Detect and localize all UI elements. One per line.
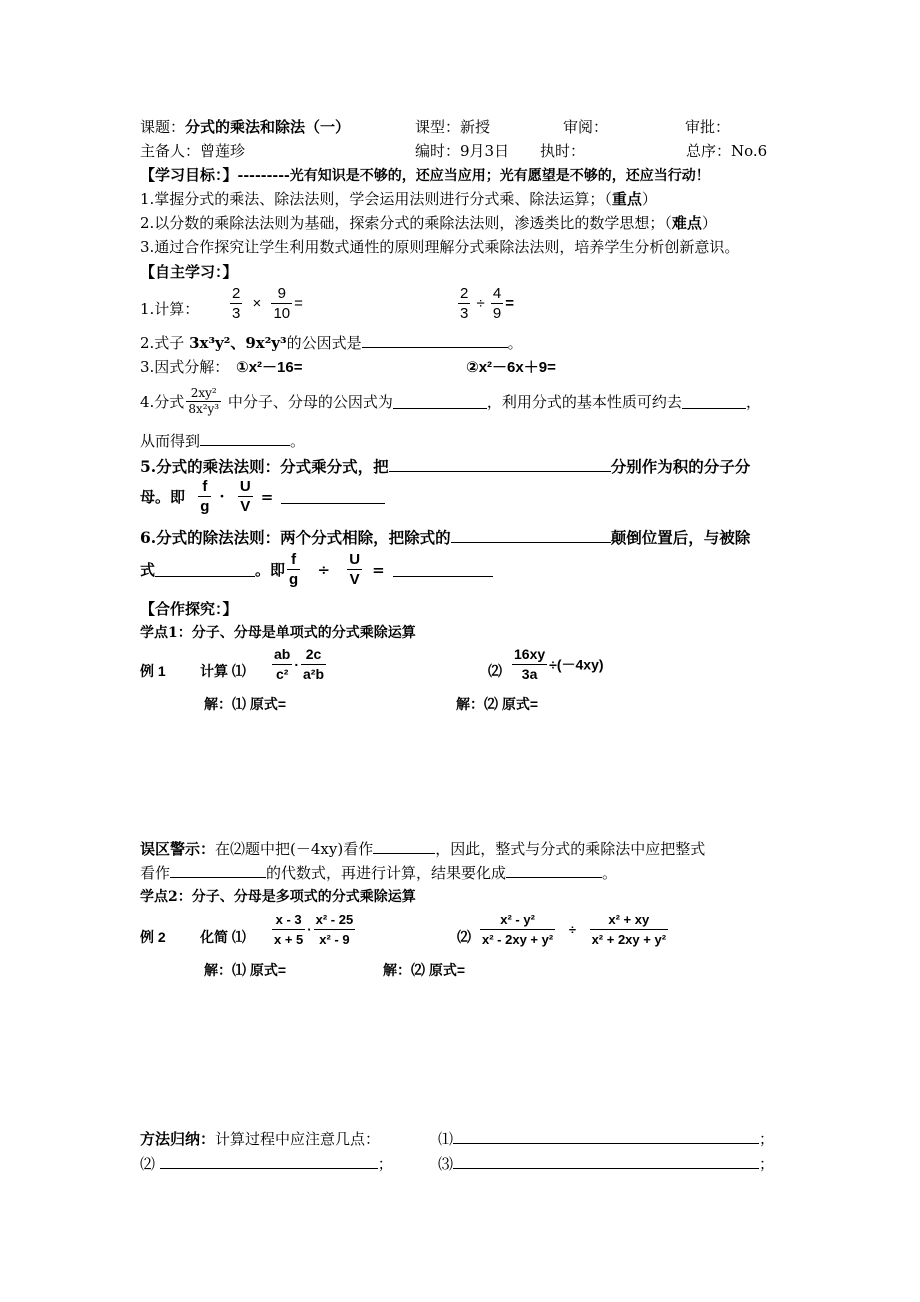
fraction: $\frac{ab}{\text{c²}}$	[274, 646, 291, 682]
q3a: ①x²－16=	[236, 359, 303, 376]
method-blank-2[interactable]	[160, 1155, 378, 1169]
example-1-label: 例 1	[140, 663, 166, 679]
objective-3: 3.通过合作探究让学生利用数式通性的原则理解分式乘除法法则，培养学生分析创新意识。	[140, 238, 740, 256]
topic-label: 课题：	[140, 118, 186, 136]
solution-1a: 解：⑴ 原式=	[204, 696, 287, 712]
review-field: 审阅：	[563, 118, 609, 136]
q1a-expression: $\frac{2}{3}$ × $\frac{9}{10}$ =	[232, 285, 303, 322]
fraction: $\frac{U}{V}$	[239, 478, 251, 515]
objective-1-end: ）	[641, 190, 657, 208]
q2-answer-blank[interactable]	[362, 334, 508, 348]
q5-result-blank[interactable]	[281, 490, 385, 504]
method-blank-1[interactable]	[453, 1130, 759, 1144]
fraction: $\frac{9}{10}$	[273, 285, 291, 322]
fraction: $\frac{16xy}{3a}$	[514, 646, 546, 682]
point-1: 学点1：分子、分母是单项式的分式乘除运算	[140, 625, 416, 641]
q6-line1: 6.分式的除法法则：两个分式相除，把除式的 颠倒位置后，与被除	[140, 528, 751, 547]
q6-blank[interactable]	[451, 529, 611, 543]
topic-title: 分式的乘法和除法（一）	[185, 118, 351, 136]
objective-1	[140, 188, 657, 209]
q4: 4.分式 $\frac{\text{2xy²}}{\text{8x²y³}}$ 中分子、分母的公因式为 ，利用分式的基本性质可约去 ，	[140, 386, 761, 416]
q4-blank-2[interactable]	[682, 395, 746, 409]
warning-blank-3[interactable]	[506, 864, 602, 878]
preparer: 主备人：曾莲珍	[140, 142, 246, 160]
warning-blank-2[interactable]	[170, 864, 266, 878]
objectives-line	[140, 164, 710, 185]
q1b-expression: $\frac{2}{3}$ ÷ $\frac{4}{9}$ =	[460, 285, 515, 322]
objective-2-key: 难点	[671, 214, 702, 232]
q6-blank-2[interactable]	[155, 563, 255, 577]
q2: 2.式子 3x³y²、9x²y³的公因式是 。	[140, 334, 523, 352]
lesson-type: 课型：新授	[415, 118, 491, 136]
fraction: $\frac{\text{x² + xy}}{\text{x² + 2xy + y²}}$	[591, 912, 667, 947]
example-2b-label: ⑵	[457, 929, 471, 945]
q4-line2: 从而得到 。	[140, 432, 306, 450]
example-1a-expression: $\frac{ab}{\text{c²}}$ · $\frac{2c}{\text{a²b}}$	[274, 646, 325, 682]
fraction: $\frac{\text{2xy²}}{\text{8x²y³}}$	[188, 386, 220, 416]
fraction: $\frac{f}{g}$	[289, 551, 299, 588]
example-2b-expression: $\frac{\text{x² - y²}}{\text{x² - 2xy + y²}}$ ÷ $\frac{\text{x² + xy}}{\text{x² + 2xy + y²}}$	[482, 912, 667, 947]
method-item-3: ⑶ ；	[438, 1155, 775, 1173]
example-1b-expression: $\frac{16xy}{3a}$ ÷(－4xy)	[514, 646, 604, 682]
fraction: $\frac{2}{3}$	[232, 285, 241, 322]
q5-line2: 母。即 $\frac{f}{g}$ · $\frac{U}{V}$ =	[140, 477, 385, 516]
q6-result-blank[interactable]	[393, 563, 493, 577]
method-item-1: ⑴ ；	[438, 1130, 775, 1148]
fraction: $\frac{2c}{\text{a²b}}$	[303, 646, 325, 682]
objective-1-text: 1.掌握分式的乘法、除法法则，学会运用法则进行分式乘、除法运算；（	[140, 190, 612, 208]
example-1b-label: ⑵	[488, 663, 502, 679]
method-blank-3[interactable]	[453, 1155, 759, 1169]
cooperation-heading: 【合作探究：】	[140, 600, 238, 618]
fraction: $\frac{2}{3}$	[460, 285, 469, 322]
times-sign: ×	[252, 295, 262, 312]
approve-field: 审批：	[685, 118, 731, 136]
solution-1b: 解：⑵ 原式=	[456, 696, 539, 712]
serial-number: 总序：No.6	[686, 142, 768, 160]
solution-2b: 解：⑵ 原式=	[383, 962, 466, 978]
objectives-heading: 【学习目标：】	[140, 166, 238, 184]
fraction: $\frac{4}{9}$	[492, 285, 502, 322]
objective-2	[140, 212, 717, 233]
compiled-date: 编时：9月3日	[415, 142, 510, 160]
q4-blank-1[interactable]	[393, 395, 487, 409]
fraction: $\frac{U}{V}$	[349, 551, 361, 588]
warning-line2: 看作 的代数式，再进行计算，结果要化成 。	[140, 864, 618, 882]
point-2: 学点2：分子、分母是多项式的分式乘除运算	[140, 889, 416, 905]
q3-label: 3.因式分解：	[140, 358, 230, 376]
q2-expression: 3x³y²、9x²y³	[189, 334, 287, 352]
q5-line1: 5.分式的乘法法则：分式乘分式，把 分别作为积的分子分	[140, 457, 751, 476]
fraction: $\frac{\text{x² - y²}}{\text{x² - 2xy + y²}}$	[482, 912, 554, 947]
q3b: ②x²－6x＋9=	[466, 359, 556, 376]
fraction: $\frac{f}{g}$	[200, 478, 210, 515]
example-1-command: 计算 ⑴	[200, 663, 246, 679]
warning-blank-1[interactable]	[373, 840, 435, 854]
example-2-command: 化简 ⑴	[200, 929, 246, 945]
q6-line2: 式 。即 $\frac{f}{g}$ ÷ $\frac{U}{V}$ =	[140, 550, 493, 589]
example-2-label: 例 2	[140, 929, 166, 945]
executed-date: 执时：	[540, 142, 586, 160]
objective-1-key: 重点	[611, 190, 642, 208]
warning-line1: 误区警示：在⑵题中把(－4xy)看作 ，因此，整式与分式的乘除法中应把整式	[140, 840, 706, 858]
objective-2-end: ）	[701, 214, 717, 232]
method-label: 方法归纳：	[140, 1130, 216, 1148]
warning-label: 误区警示：	[140, 840, 216, 858]
method-line	[140, 1128, 380, 1149]
fraction: $\frac{\text{x² - 25}}{\text{x² - 9}}$	[315, 912, 354, 947]
method-item-2: ⑵ ；	[140, 1155, 393, 1173]
q1-label: 1.计算：	[140, 300, 200, 318]
example-2a-expression: $\frac{x - 3}{x + 5}$ · $\frac{\text{x² - 25}}{\text{x² - 9}}$	[274, 912, 354, 947]
fraction: $\frac{x - 3}{x + 5}$	[274, 912, 304, 947]
divide-sign: ÷	[476, 295, 485, 312]
q5-blank[interactable]	[389, 458, 611, 472]
method-text: 计算过程中应注意几点：	[215, 1130, 381, 1148]
objective-2-text: 2.以分数的乘除法法则为基础，探索分式的乘除法法则，渗透类比的数学思想；（	[140, 214, 672, 232]
q4-blank-3[interactable]	[200, 432, 290, 446]
topic-line	[140, 116, 350, 137]
solution-2a: 解：⑴ 原式=	[204, 962, 287, 978]
motto: ---------光有知识是不够的，还应当应用；光有愿望是不够的，还应当行动！	[237, 168, 710, 184]
self-study-heading: 【自主学习：】	[140, 263, 238, 281]
